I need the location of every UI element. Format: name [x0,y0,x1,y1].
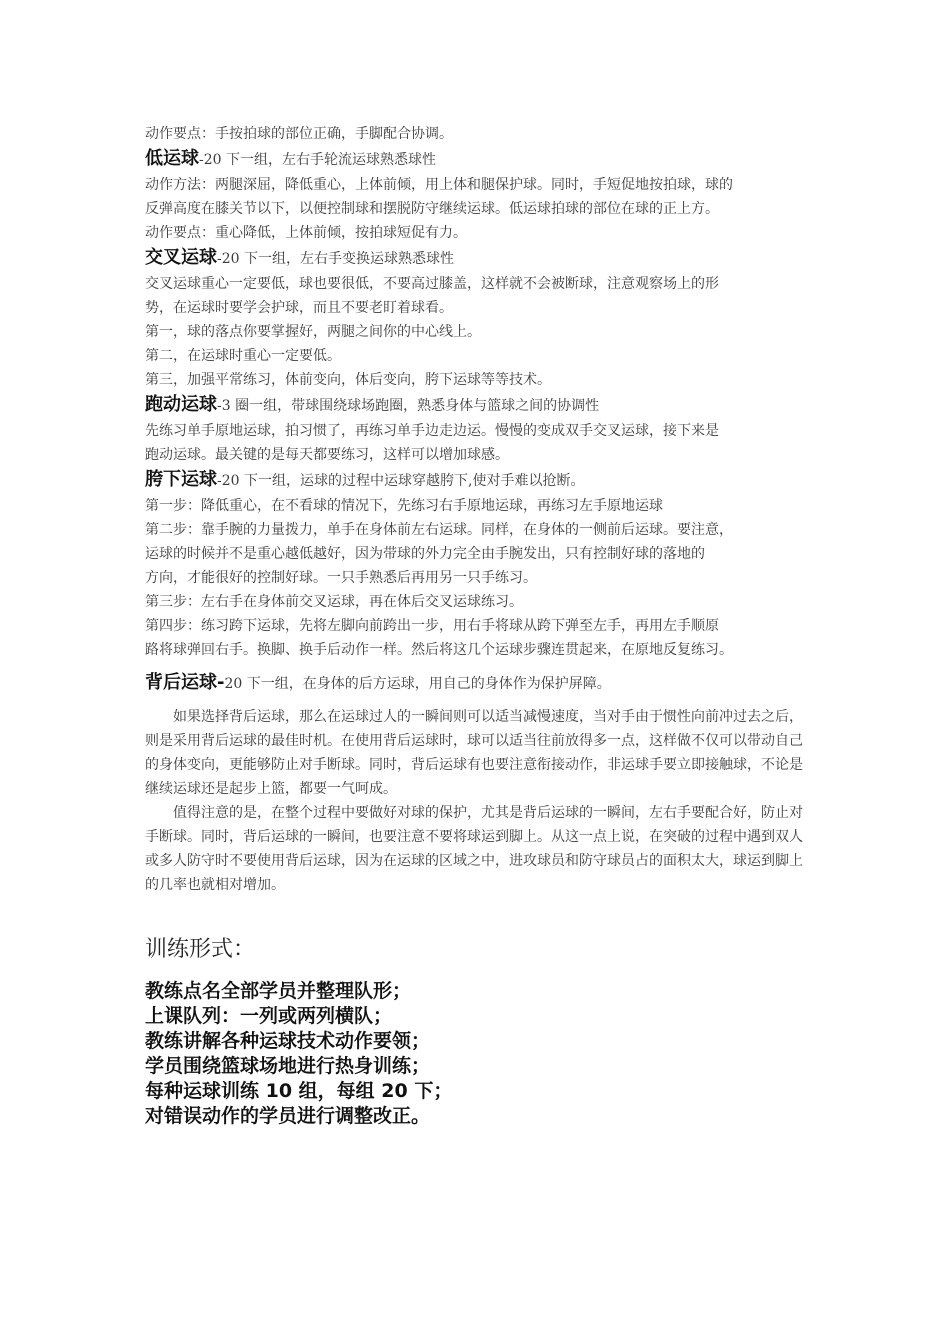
cross-dribble-line: 第三，加强平常练习，体前变向，体后变向，胯下运球等等技术。 [145,372,551,388]
crotch-dribble-line: 第四步：练习跨下运球，先将左脚向前跨出一步，用右手将球从跨下弹至左手，再用左手顺原 [145,618,719,634]
low-dribble-line: 反弹高度在膝关节以下，以便控制球和摆脱防守继续运球。低运球拍球的部位在球的正上方。 [145,201,719,217]
cross-dribble-line: 第二，在运球时重心一定要低。 [145,348,341,364]
intro-line: 动作要点：手按拍球的部位正确，手脚配合协调。 [145,126,453,142]
behind-back-subtitle: 20 下一组，在身体的后方运球，用自己的身体作为保护屏障。 [224,676,611,692]
crotch-dribble-line: 方向，才能很好的控制好球。一只手熟悉后再用另一只手练习。 [145,570,537,586]
running-dribble-line: 先练习单手原地运球，拍习惯了，再练习单手边走边运。慢慢的变成双手交叉运球，接下来是 [145,423,719,439]
crotch-dribble-line: 运球的时候并不是重心越低越好，因为带球的外力完全由手腕发出，只有控制好球的落地的 [145,546,705,562]
behind-back-heading [145,670,815,697]
training-item: 每种运球训练 10 组，每组 20 下； [145,1080,453,1102]
cross-dribble-line: 势，在运球时要学会护球，而且不要老盯着球看。 [145,300,453,316]
cross-dribble-line: 交叉运球重心一定要低，球也要很低，不要高过膝盖，这样就不会被断球，注意观察场上的形 [145,276,719,292]
low-dribble-line: 动作方法：两腿深屈，降低重心，上体前倾，用上体和腿保护球。同时，手短促地按拍球，球的 [145,177,733,193]
low-dribble-heading [145,146,815,173]
training-item: 上课队列：一列或两列横队； [145,1005,393,1027]
training-item: 对错误动作的学员进行调整改正。 [145,1105,431,1127]
spacer [145,662,815,670]
training-item: 学员围绕篮球场地进行热身训练； [145,1055,431,1077]
training-item: 教练点名全部学员并整理队形； [145,980,412,1002]
training-item: 教练讲解各种运球技术动作要领； [145,1030,431,1052]
running-dribble-subtitle: -3 圈一组，带球围绕球场跑圈，熟悉身体与篮球之间的协调性 [217,398,600,414]
spacer [145,897,815,935]
low-dribble-title: 低运球 [145,148,199,169]
cross-dribble-heading [145,245,815,272]
cross-dribble-title: 交叉运球 [145,247,217,268]
crotch-dribble-line: 第一步：降低重心，在不看球的情况下，先练习右手原地运球，再练习左手原地运球 [145,498,663,514]
behind-back-paragraph: 值得注意的是，在整个过程中要做好对球的保护，尤其是背后运球的一瞬间，左右手要配合好，防止对手断球。同时，背后运球的一瞬间，也要注意不要将球运到脚上。从这一点上说，在突破的过程中遇到双人或多人防守时不要使用背后运球，因为在运球的区域之中，进攻球员和防守球员占的面积太大，球运到脚上的几率也就相对增加。 [145,805,803,893]
crotch-dribble-title: 胯下运球 [145,469,217,490]
low-dribble-subtitle: -20 下一组，左右手轮流运球熟悉球性 [199,152,436,168]
running-dribble-title: 跑动运球 [145,394,217,415]
low-dribble-line: 动作要点：重心降低，上体前倾，按拍球短促有力。 [145,225,467,241]
behind-back-paragraph: 如果选择背后运球，那么在运球过人的一瞬间则可以适当减慢速度，当对手由于惯性向前冲过去之后，则是采用背后运球的最佳时机。在使用背后运球时，球可以适当往前放得多一点，这样做不仅可以带动自己的身体变向，更能够防止对手断球。同时，背后运球有也要注意衔接动作，非运球手要立即接触球，不论是继续运球还是起步上篮，都要一气呵成。 [145,709,803,797]
cross-dribble-subtitle: -20 下一组，左右手变换运球熟悉球性 [217,251,454,267]
crotch-dribble-subtitle: -20 下一组，运球的过程中运球穿越胯下,使对手难以抢断。 [217,473,585,489]
behind-back-title: 背后运球- [145,672,225,693]
running-dribble-heading [145,392,815,419]
spacer [145,697,815,705]
crotch-dribble-line: 第二步：靠手腕的力量拨力，单手在身体前左右运球。同样，在身体的一侧前后运球。要注意， [145,522,733,538]
crotch-dribble-line: 第三步：左右手在身体前交叉运球，再在体后交叉运球练习。 [145,594,523,610]
cross-dribble-line: 第一，球的落点你要掌握好，两腿之间你的中心线上。 [145,324,481,340]
crotch-dribble-heading [145,467,815,494]
crotch-dribble-line: 路将球弹回右手。换脚、换手后动作一样。然后将这几个运球步骤连贯起来，在原地反复练习。 [145,642,733,658]
spacer [145,965,815,979]
document-content [145,122,815,1129]
training-title: 训练形式： [145,937,256,962]
running-dribble-line: 跑动运球。最关键的是每天都要练习，这样可以增加球感。 [145,447,509,463]
